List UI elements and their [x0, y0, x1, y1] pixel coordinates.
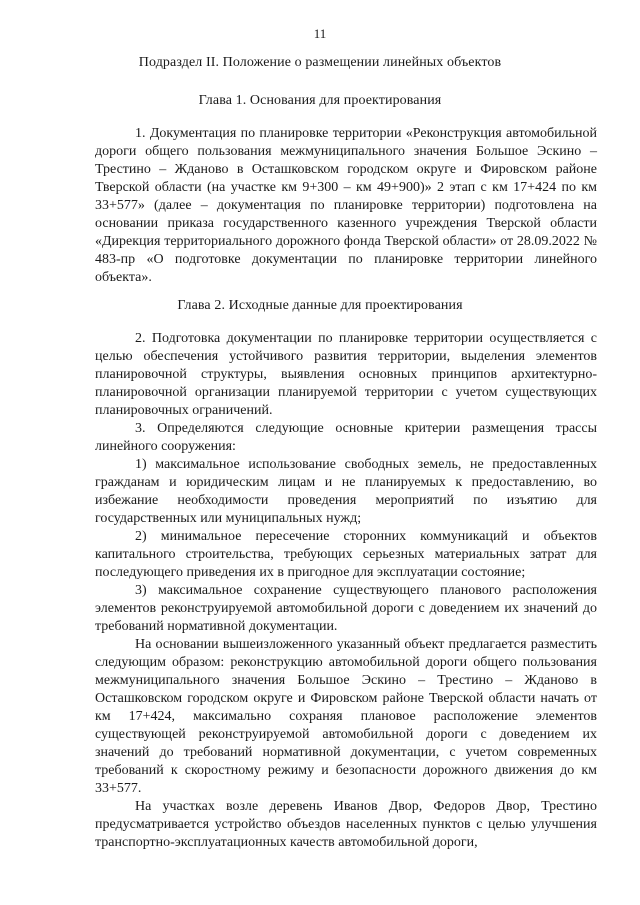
list-item: 2) минимальное пересечение сторонних коммуникаций и объектов капитального строительства, требующих серьезных материальных затрат для последующего приведения их в пригодное для эксплуатации состояние; — [95, 529, 597, 580]
subsection-title: Подраздел II. Положение о размещении линейных объектов — [138, 55, 502, 70]
list-item: 3) максимальное сохранение существующего планового расположения элементов реконструируемой автомобильной дороги с доведением их значений до требований нормативной документации. — [95, 583, 597, 634]
page-number: 11 — [313, 26, 327, 41]
list-item: 1) максимальное использование свободных земель, не предоставленных гражданам и юридическим лицам и не планируемых к предоставлению, во избежание необходимости проведения мероприятий по изъятию для государственных или муниципальных нужд; — [95, 457, 597, 526]
chapter1-body — [95, 125, 597, 287]
paragraph: 2. Подготовка документации по планировке территории осуществляется с целью обеспечения устойчивого развития территории, выделения элементов планировочной структуры, выявления основных принципов архитектурно-планировочной организации планируемой территории с учетом существующих планировочных ограничений. — [95, 331, 597, 418]
paragraph: 1. Документация по планировке территории «Реконструкция автомобильной дороги общего пользования межмуниципального значения Большое Эскино – Трестино – Жданово в Осташковском городском округе и Фировском районе Тверской области (на участке км 9+300 – км 49+900)» 2 этап с км 17+424 по км 33+577» (далее – документация по планировке территории) подготовлена на основании приказа государственного казенного учреждения Тверской области «Дирекция территориального дорожного фонда Тверской области» от 28.09.2022 № 483-пр «О подготовке документации по планировке территории линейного объекта». — [95, 126, 597, 285]
chapter2-body — [95, 330, 597, 852]
chapter1-title: Глава 1. Основания для проектирования — [198, 93, 442, 108]
chapter2-title: Глава 2. Исходные данные для проектирования — [177, 298, 463, 313]
paragraph: 3. Определяются следующие основные критерии размещения трассы линейного сооружения: — [95, 421, 597, 454]
paragraph: На участках возле деревень Иванов Двор, Федоров Двор, Трестино предусматривается устройство объездов населенных пунктов с целью улучшения транспортно-эксплуатационных качеств автомобильной дороги, — [95, 799, 597, 850]
paragraph: На основании вышеизложенного указанный объект предлагается разместить следующим образом: реконструкцию автомобильной дороги общего пользования межмуниципального значения Большое Эскино – Трестино – Жданово в Осташковском городском округе и Фировском районе Тверской области начать от км 17+424, максимально сохраняя плановое расположение элементов существующей реконструируемой автомобильной дороги с доведением их значений до требований нормативной документации, с учетом современных требований к скоростному режиму и безопасности дорожного движения до км 33+577. — [95, 637, 597, 796]
